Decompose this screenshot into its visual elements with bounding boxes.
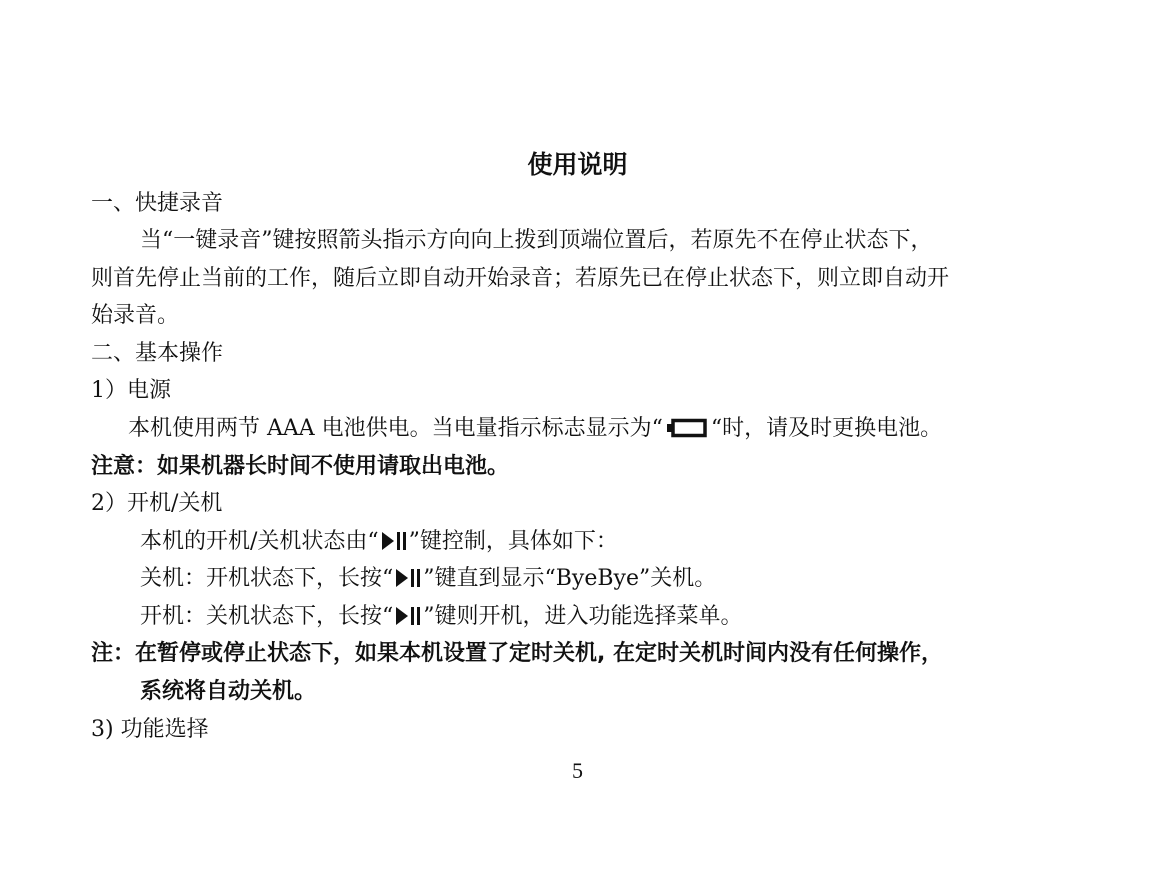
onoff-intro-after: ”键控制，具体如下： <box>408 529 618 554</box>
subheading-onoff: 2）开机/关机 <box>91 491 223 516</box>
subheading-power: 1）电源 <box>91 378 171 403</box>
power-on-instruction <box>140 603 1155 631</box>
subheading-function-select: 3) 功能选择 <box>91 717 209 742</box>
power-off-instruction <box>140 565 1155 593</box>
onoff-note-line: 系统将自动关机。 <box>140 679 317 704</box>
off-text-after: ”键直到显示“ByeBye”关机。 <box>423 566 717 591</box>
paragraph-line: 当“一键录音”键按照箭头指示方向向上拨到顶端位置后，若原先不在停止状态下， <box>140 228 933 253</box>
power-note: 注意：如果机器长时间不使用请取出电池。 <box>91 454 510 479</box>
power-paragraph <box>128 415 1155 443</box>
off-text-before: 关机：开机状态下，长按“ <box>140 566 394 591</box>
section-heading-basic-operation: 二、基本操作 <box>91 341 224 366</box>
page-number: 5 <box>572 758 583 783</box>
battery-empty-icon <box>667 418 707 438</box>
onoff-intro-before: 本机的开机/关机状态由“ <box>140 529 379 554</box>
power-text-before: 本机使用两节 AAA 电池供电。当电量指示标志显示为“ <box>128 416 663 441</box>
on-text-after: ”键则开机，进入功能选择菜单。 <box>423 604 743 629</box>
onoff-intro <box>140 528 1155 556</box>
paragraph-line: 则首先停止当前的工作，随后立即自动开始录音；若原先已在停止状态下，则立即自动开 <box>91 266 950 291</box>
play-pause-icon <box>393 605 423 627</box>
on-text-before: 开机：关机状态下，长按“ <box>140 604 394 629</box>
paragraph-line: 始录音。 <box>91 303 180 328</box>
play-pause-icon <box>393 567 423 589</box>
page-title: 使用说明 <box>527 150 628 179</box>
play-pause-icon <box>379 530 409 552</box>
onoff-note-line: 注：在暂停或停止状态下，如果本机设置了定时关机, 在定时关机时间内没有任何操作， <box>91 641 944 666</box>
section-heading-quick-record: 一、快捷录音 <box>91 191 224 216</box>
power-text-after: “时，请及时更换电池。 <box>710 416 943 441</box>
